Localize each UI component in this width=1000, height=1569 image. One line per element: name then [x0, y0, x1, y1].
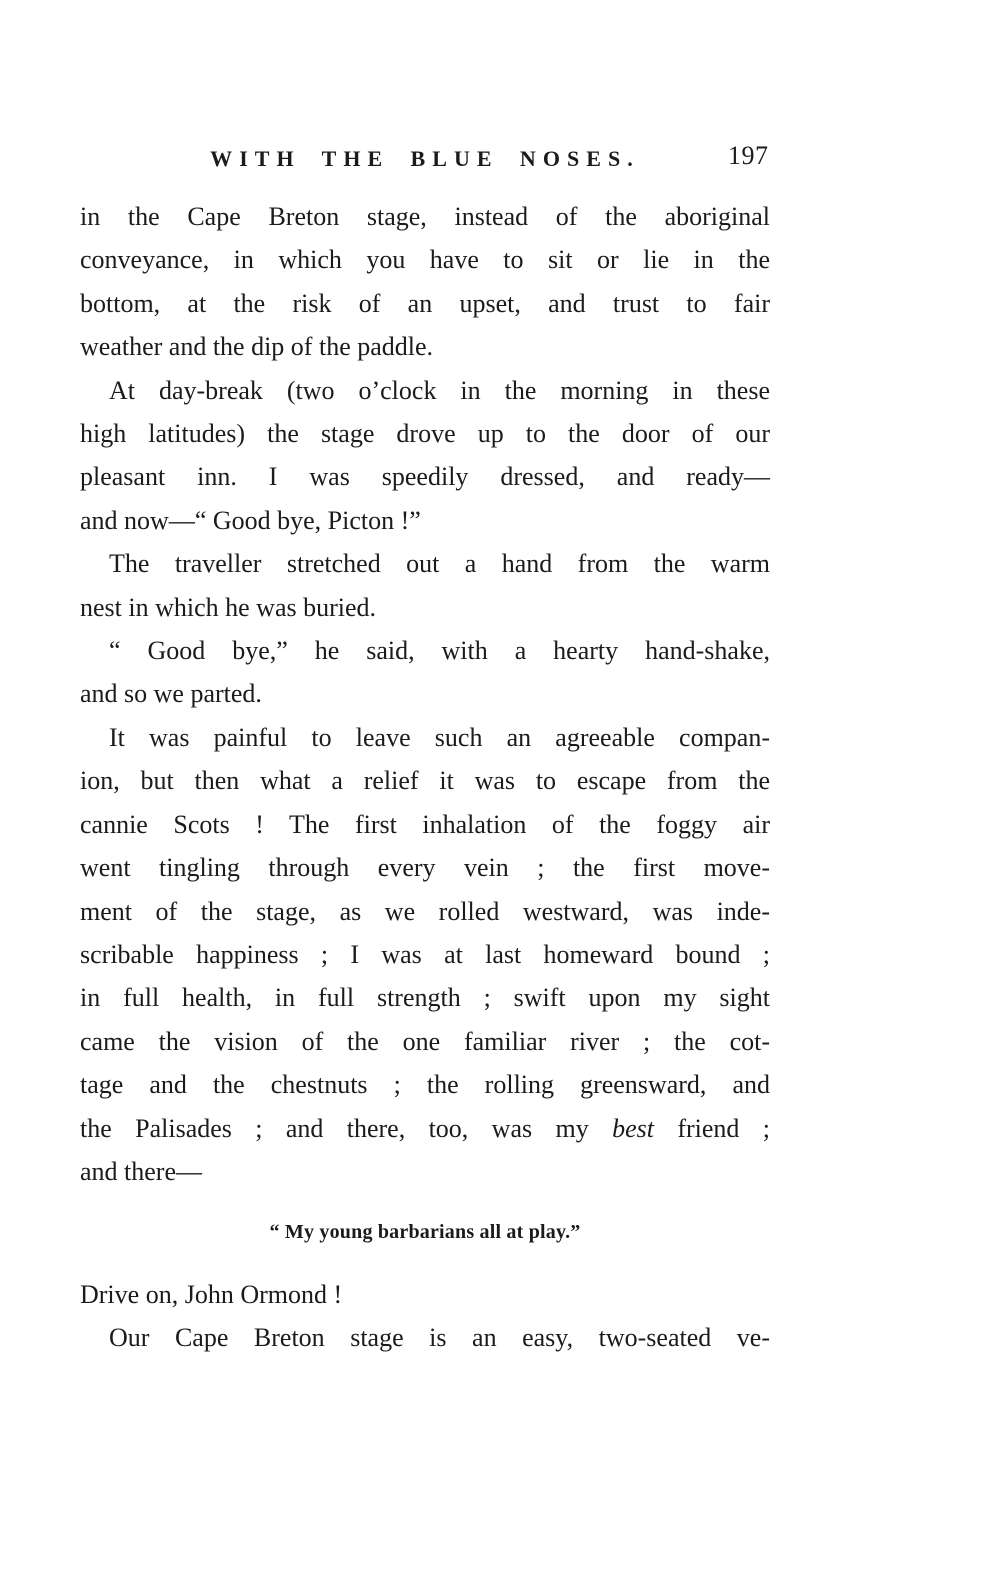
- text-line: bottom, at the risk of an upset, and trust to fair: [80, 288, 770, 318]
- italic-word: best: [612, 1113, 654, 1143]
- text-line: cannie Scots ! The first inhalation of the foggy air: [80, 809, 770, 839]
- text-line: weather and the dip of the paddle.: [80, 332, 434, 362]
- text-line: high latitudes) the stage drove up to the door of our: [80, 419, 770, 449]
- text-line: and there—: [80, 1156, 203, 1186]
- text-line: in full health, in full strength ; swift upon my sight: [80, 983, 770, 1013]
- text-line: ion, but then what a relief it was to escape from the: [80, 766, 770, 796]
- text-line: and now—“ Good bye, Picton !”: [80, 505, 421, 535]
- text-line: scribable happiness ; I was at last homeward bound ;: [80, 939, 770, 969]
- text-line: tage and the chestnuts ; the rolling greensward, and: [80, 1070, 770, 1100]
- text-line: went tingling through every vein ; the first move-: [80, 853, 770, 883]
- text-segment: the Palisades ; and there, too, was my: [80, 1113, 613, 1143]
- body-text: [80, 195, 770, 1193]
- closing-text: [80, 1273, 770, 1360]
- text-segment: friend ;: [653, 1113, 770, 1143]
- text-line: nest in which he was buried.: [80, 592, 377, 622]
- text-line: and so we parted.: [80, 679, 262, 709]
- text-line: It was painful to leave such an agreeable compan-: [109, 722, 770, 752]
- text-line-with-italic: [80, 1107, 770, 1150]
- text-line: conveyance, in which you have to sit or lie in the: [80, 245, 770, 275]
- text-line: At day-break (two o’clock in the morning in these: [109, 375, 770, 405]
- running-head: WITH THE BLUE NOSES.: [210, 146, 640, 171]
- text-line: The traveller stretched out a hand from the warm: [109, 549, 770, 579]
- page-number: 197: [728, 141, 769, 170]
- text-line: pleasant inn. I was speedily dressed, and ready—: [80, 462, 770, 492]
- text-line: came the vision of the one familiar river ; the cot-: [80, 1026, 770, 1056]
- text-line: in the Cape Breton stage, instead of the aboriginal: [80, 202, 770, 231]
- text-line: “ Good bye,” he said, with a hearty hand-shake,: [109, 636, 770, 666]
- text-line: ment of the stage, as we rolled westward, was inde-: [80, 896, 770, 926]
- text-line: Our Cape Breton stage is an easy, two-seated ve-: [109, 1323, 770, 1353]
- text-line: Drive on, John Ormond !: [80, 1280, 343, 1309]
- verse-quote: “ My young barbarians all at play.”: [269, 1221, 581, 1243]
